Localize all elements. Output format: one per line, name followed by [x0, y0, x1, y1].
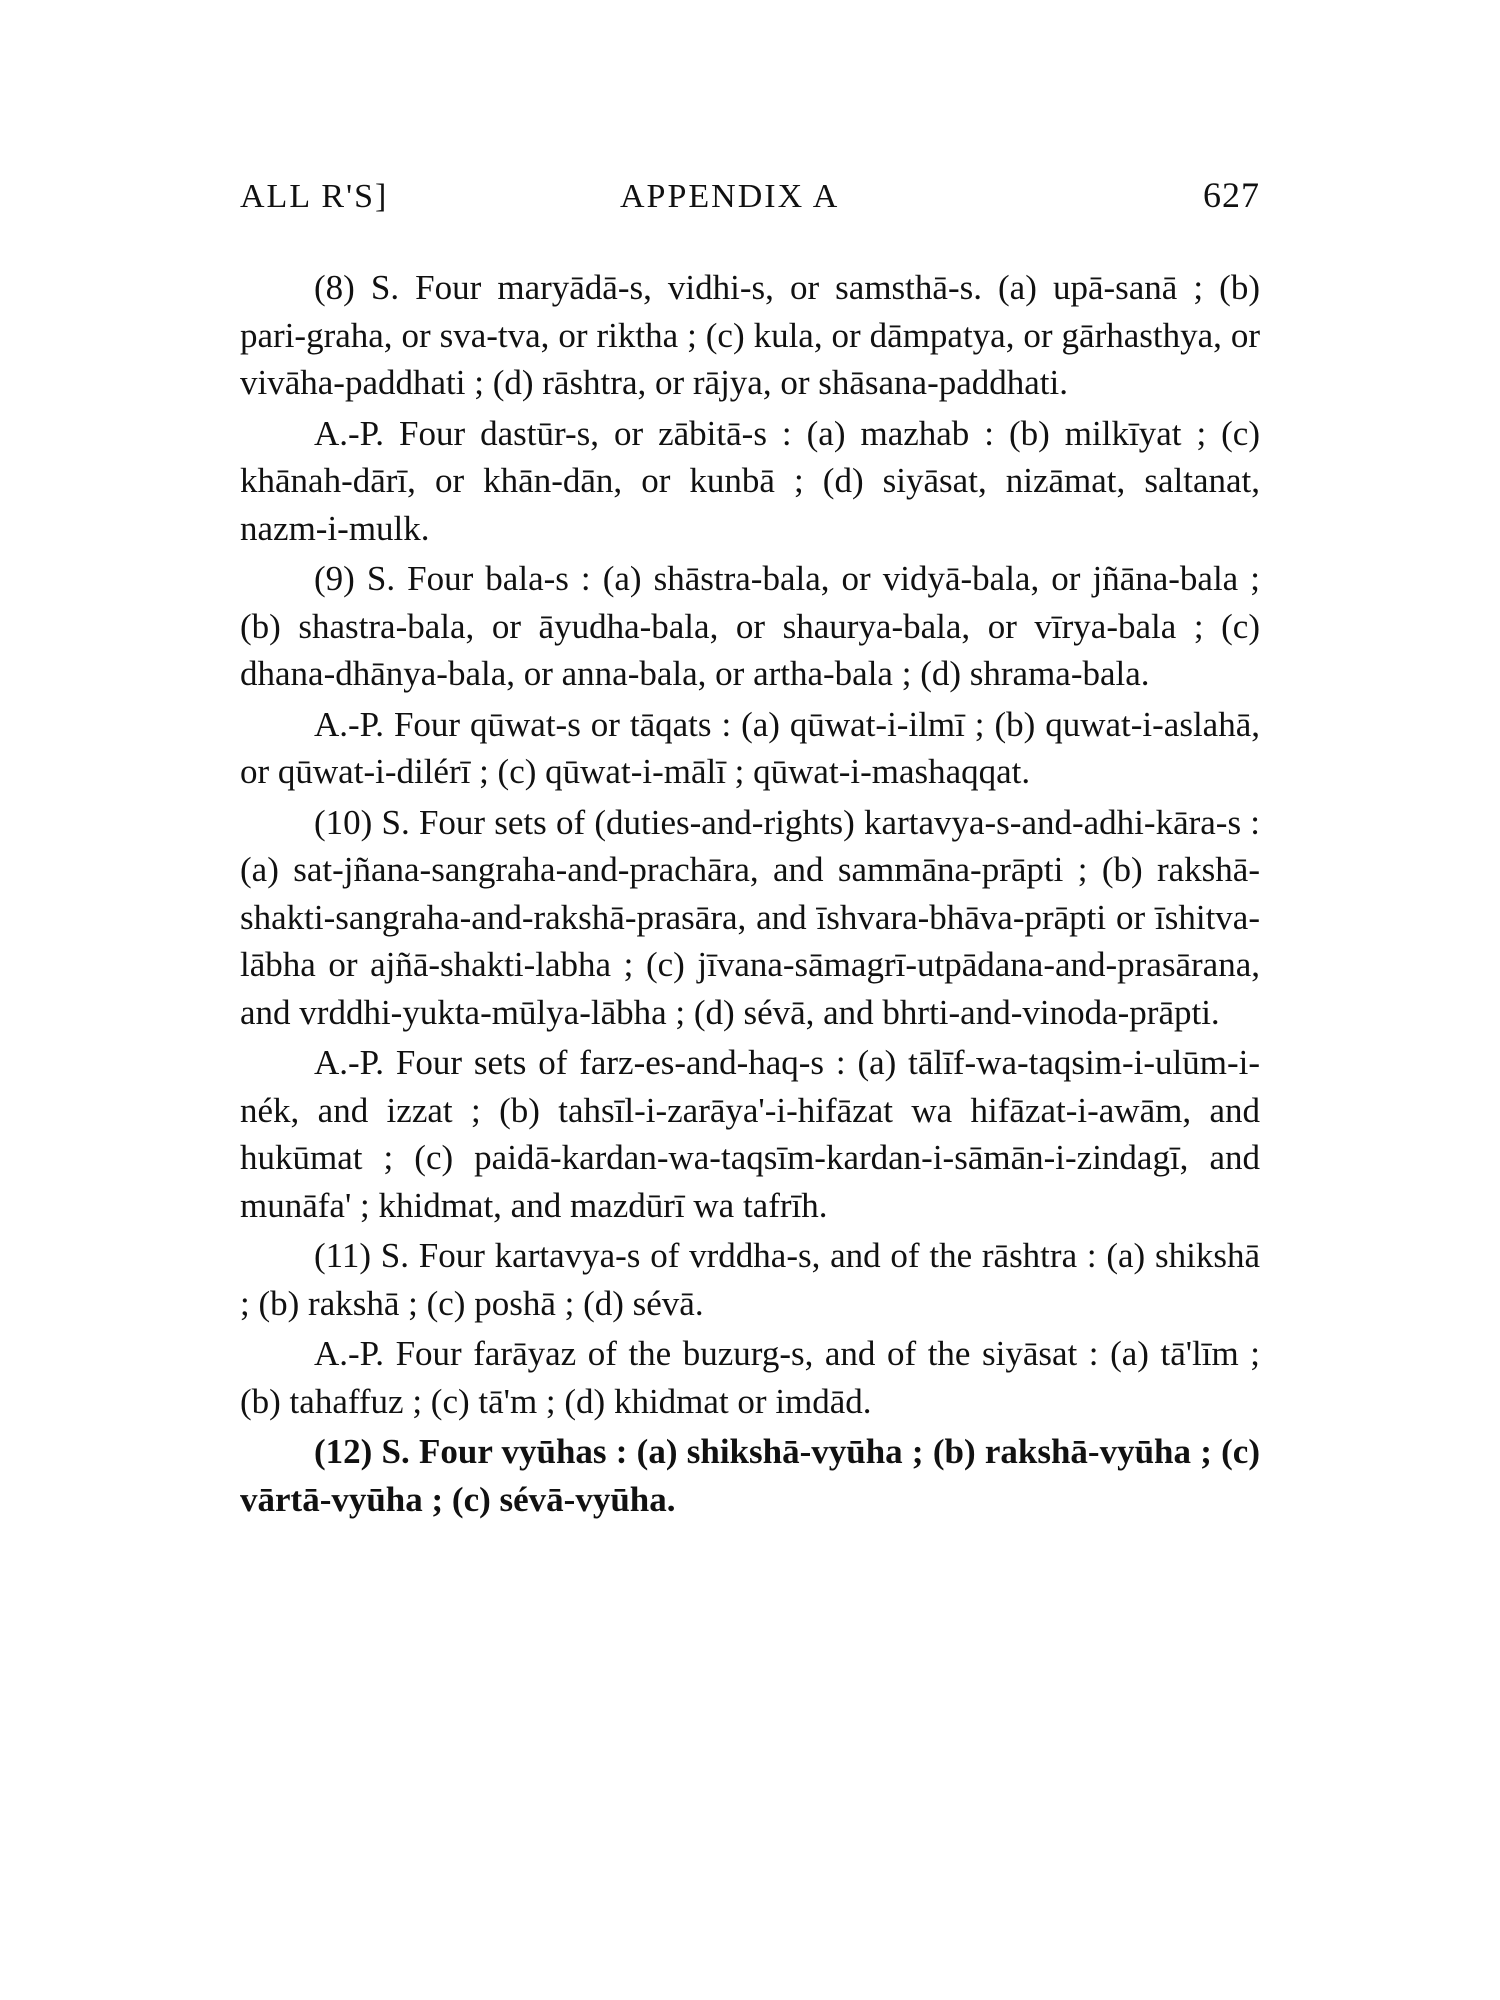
paragraph-8-s: (8) S. Four maryādā-s, vidhi-s, or samsthā-s. (a) upā-sanā ; (b) pari-graha, or sva-tva, or riktha ; (c) kula, or dāmpatya, or gārhasthya, or vivāha-paddhati ; (d) rāshtra, or rājya, or shāsana-paddhati.	[240, 268, 1260, 402]
running-head-section: ALL R'S]	[240, 178, 389, 215]
running-head-title: APPENDIX A	[620, 178, 840, 215]
paragraph-12-s: (12) S. Four vyūhas : (a) shikshā-vyūha ; (b) rakshā-vyūha ; (c) vārtā-vyūha ; (c) sévā-vyūha.	[240, 1432, 1260, 1519]
paragraph-9-s: (9) S. Four bala-s : (a) shāstra-bala, or vidyā-bala, or jñāna-bala ; (b) shastra-bala, or āyudha-bala, or shaurya-bala, or vīrya-bala ; (c) dhana-dhānya-bala, or anna-bala, or artha-bala ; (d) shrama-bala.	[240, 559, 1260, 693]
running-head	[240, 175, 1260, 228]
paragraph-9-ap: A.-P. Four qūwat-s or tāqats : (a) qūwat-i-ilmī ; (b) quwat-i-aslahā, or qūwat-i-dilérī ; (c) qūwat-i-mālī ; qūwat-i-mashaqqat.	[240, 704, 1260, 791]
paragraph-11-ap: A.-P. Four farāyaz of the buzurg-s, and of the siyāsat : (a) tā'līm ; (b) tahaffuz ; (c) tā'm ; (d) khidmat or imdād.	[240, 1334, 1260, 1421]
paragraph-10-s: (10) S. Four sets of (duties-and-rights) kartavya-s-and-adhi-kāra-s : (a) sat-jñana-sangraha-and-prachāra, and sammāna-prāpti ; (b) rakshā-shakti-sangraha-and-rakshā-prasāra, and īshvara-bhāva-prāpti or īshitva-lābha or ajñā-shakti-labha ; (c) jīvana-sāmagrī-utpādana-and-prasārana, and vrddhi-yukta-mūlya-lābha ; (d) sévā, and bhrti-and-vinoda-prāpti.	[240, 802, 1260, 1032]
paragraph-10-ap: A.-P. Four sets of farz-es-and-haq-s : (a) tālīf-wa-taqsim-i-ulūm-i-nék, and izzat ; (b) tahsīl-i-zarāya'-i-hifāzat wa hifāzat-i-awām, and hukūmat ; (c) paidā-kardan-wa-taqsīm-kardan-i-sāmān-i-zindagī, and munāfa' ; khidmat, and mazdūrī wa tafrīh.	[240, 1043, 1260, 1225]
paragraph-11-s: (11) S. Four kartavya-s of vrddha-s, and of the rāshtra : (a) shikshā ; (b) rakshā ; (c) poshā ; (d) sévā.	[240, 1236, 1260, 1323]
body-text	[240, 264, 1260, 1526]
page-number: 627	[1203, 175, 1260, 215]
paragraph-8-ap: A.-P. Four dastūr-s, or zābitā-s : (a) mazhab : (b) milkīyat ; (c) khānah-dārī, or khān-dān, or kunbā ; (d) siyāsat, nizāmat, saltanat, nazm-i-mulk.	[240, 413, 1260, 548]
